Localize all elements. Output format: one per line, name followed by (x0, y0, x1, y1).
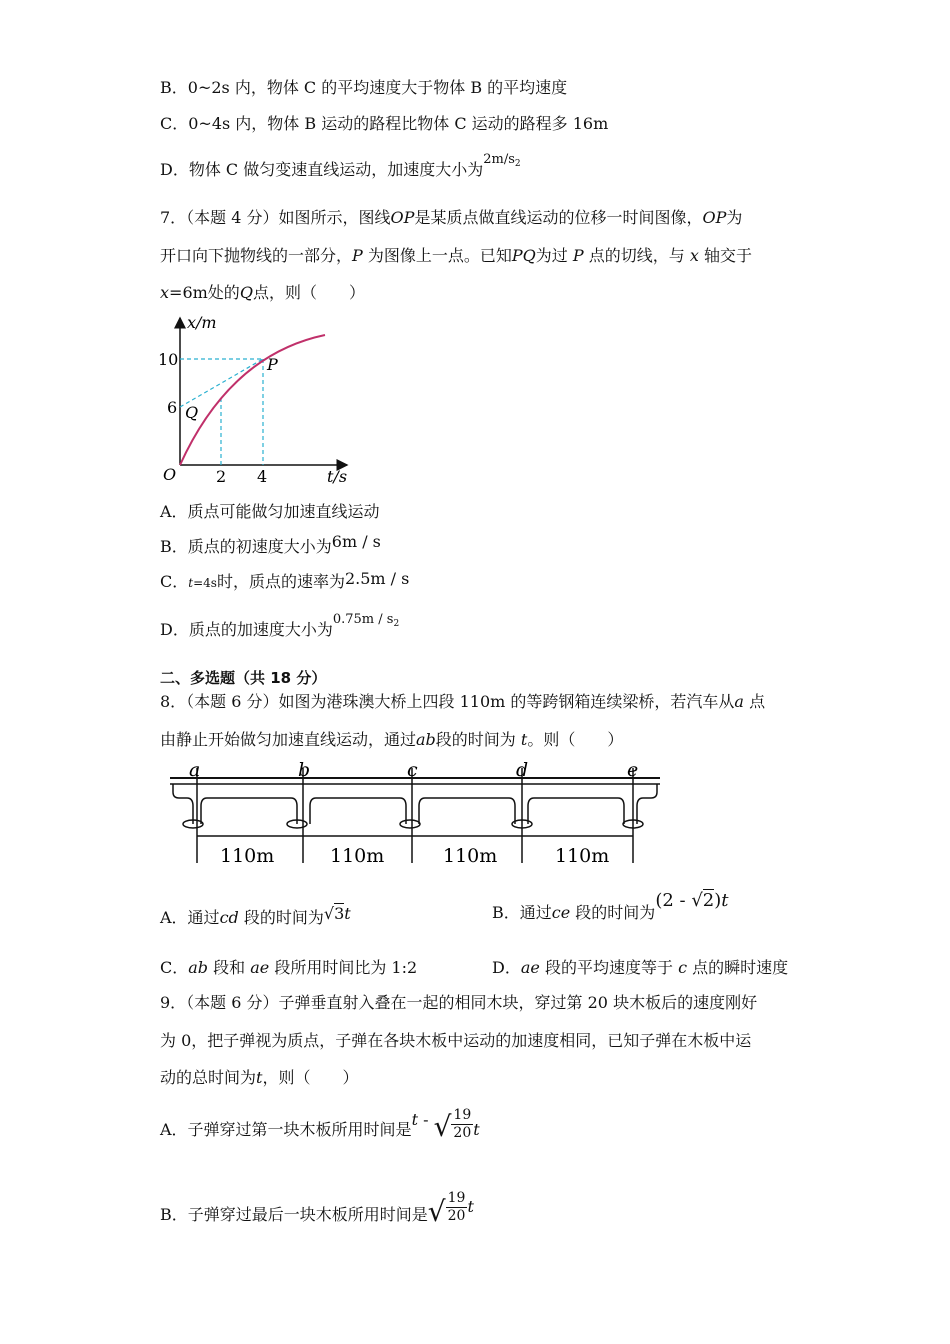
q9-stem-line3: 动的总时间为t，则（ ） (160, 1068, 359, 1087)
q6-option-b: B．0~2s 内，物体 C 的平均速度大于物体 B 的平均速度 (160, 78, 568, 97)
q8-stem-line1: 8．（本题 6 分）如图为港珠澳大桥上四段 110m 的等跨钢箱连续梁桥，若汽车从a 点 (160, 692, 766, 711)
q9-stem-line1: 9．（本题 6 分）子弹垂直射入叠在一起的相同木块，穿过第 20 块木板后的速度刚好 (160, 993, 758, 1012)
q7-option-d: D．质点的加速度大小为$^{0.75m / s2}$ (160, 612, 400, 639)
q7-stem-line2: 开口向下抛物线的一部分，P 为图像上一点。已知PQ为过 P 点的切线，与 x 轴交于 (160, 246, 752, 265)
q8-option-a: A．通过cd 段的时间为√3t (160, 904, 351, 927)
bridge-point-a: a (189, 759, 201, 781)
q7-option-c: C．t=4s时，质点的速率为2.5m / s (160, 569, 410, 591)
curve-op (180, 335, 325, 465)
bridge-spans (173, 784, 657, 824)
point-q-label: Q (185, 403, 199, 422)
q7-stem-line3: x=6m处的Q点，则（ ） (160, 283, 365, 302)
q7-stem-line1: 7．（本题 4 分）如图所示，图线OP是某质点做直线运动的位移一时间图像，OP为 (160, 208, 743, 227)
span-label-3: 110m (443, 845, 498, 867)
xt-graph (155, 310, 355, 490)
q6-option-d: D．物体 C 做匀变速直线运动，加速度大小为$^{2m/s2}$ (160, 152, 521, 179)
q6-option-c: C．0~4s 内，物体 B 运动的路程比物体 C 运动的路程多 16m (160, 114, 609, 133)
q8-option-b: B．通过ce 段的时间为(2 - √2)t (492, 890, 729, 922)
point-p-label: P (267, 355, 278, 374)
section-multiple-choice-heading: 二、多选题（共 18 分） (160, 669, 327, 687)
bridge-point-d: d (516, 759, 529, 781)
q8-option-c: C．ab 段和 ae 段所用时间比为 1:2 (160, 958, 418, 977)
x-axis-label: t/s (327, 467, 348, 486)
bridge-diagram (165, 758, 665, 870)
y-tick-10: 10 (158, 350, 179, 369)
bridge-point-b: b (298, 759, 311, 781)
y-axis-label: x/m (187, 313, 217, 332)
span-label-1: 110m (220, 845, 275, 867)
span-label-2: 110m (330, 845, 385, 867)
q9-option-a: A．子弹穿过第一块木板所用时间是t - √ $\frac{19}{20}$ t (160, 1107, 480, 1143)
q7-option-a: A．质点可能做匀加速直线运动 (160, 502, 380, 521)
y-tick-6: 6 (167, 398, 178, 417)
x-tick-4: 4 (257, 467, 268, 486)
bridge-point-c: c (407, 759, 418, 781)
origin-label: O (163, 465, 177, 484)
q8-stem-line2: 由静止开始做匀加速直线运动，通过ab段的时间为 t。则（ ） (160, 730, 624, 749)
x-tick-2: 2 (216, 467, 227, 486)
q7-option-b: B．质点的初速度大小为6m / s (160, 532, 381, 556)
q9-option-b: B．子弹穿过最后一块木板所用时间是√ $\frac{19}{20}$ t (160, 1190, 474, 1228)
span-label-4: 110m (555, 845, 610, 867)
bridge-point-e: e (627, 759, 639, 781)
q9-stem-line2: 为 0，把子弹视为质点，子弹在各块木板中运动的加速度相同，已知子弹在木板中运 (160, 1031, 752, 1050)
q8-option-d: D．ae 段的平均速度等于 c 点的瞬时速度 (492, 958, 789, 977)
